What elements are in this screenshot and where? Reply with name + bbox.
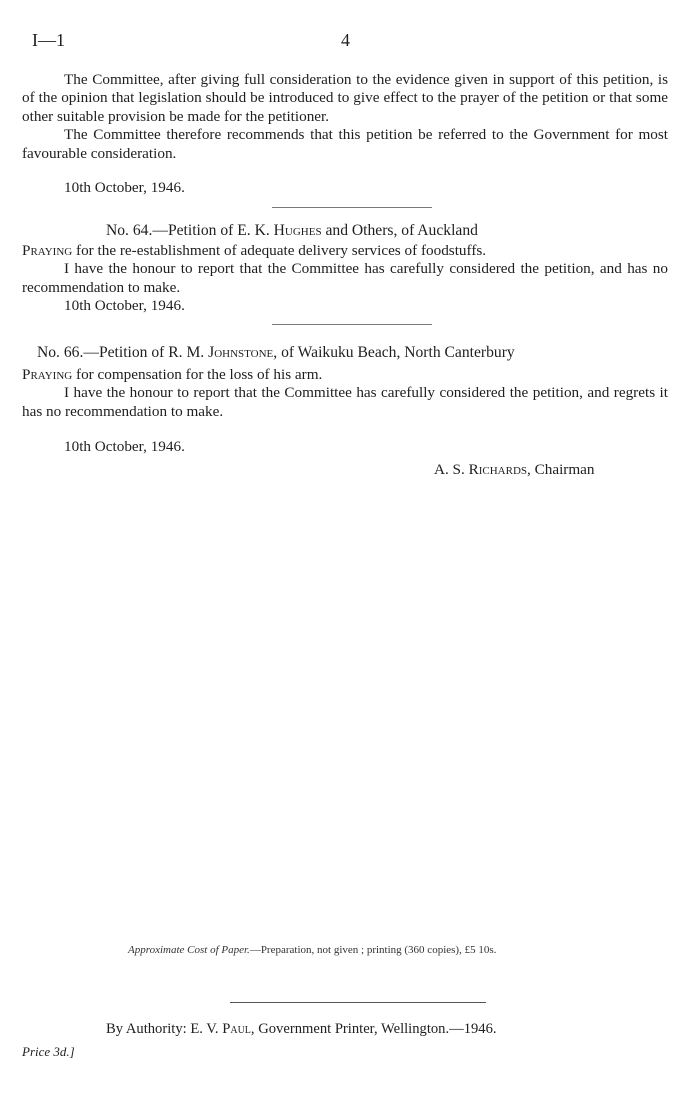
petition-64-heading-suffix: and Others, of Auckland bbox=[325, 222, 478, 239]
chairman-signature bbox=[434, 461, 595, 479]
petition-64-praying-text: for the re-establishment of adequate delivery services of foodstuffs. bbox=[76, 242, 487, 259]
petition-66-heading-suffix: , of Waikuku Beach, North Canterbury bbox=[273, 344, 515, 361]
petition-66-praying-label: Praying bbox=[22, 366, 73, 383]
authority-name: Paul bbox=[222, 1021, 251, 1037]
page-number: 4 bbox=[341, 30, 350, 50]
petition-66-petitioner-name: Johnstone bbox=[208, 344, 274, 361]
petition-66-heading bbox=[37, 344, 515, 362]
signature-initials: A. S. bbox=[434, 461, 465, 478]
committee-recommendation-paragraph: The Committee therefore recommends that this petition be referred to the Government for most favourable consideration. bbox=[22, 126, 668, 162]
petition-66-praying bbox=[22, 366, 668, 384]
printing-authority bbox=[106, 1021, 497, 1038]
petition-64-heading bbox=[106, 222, 478, 240]
signature-title: , Chairman bbox=[527, 461, 595, 478]
section-divider bbox=[272, 207, 432, 208]
petition-64-date: 10th October, 1946. bbox=[64, 297, 185, 314]
signature-name: Richards bbox=[468, 461, 528, 478]
previous-petition-section bbox=[22, 71, 668, 163]
petition-64-praying-label: Praying bbox=[22, 242, 73, 259]
petition-66-praying-text: for compensation for the loss of his arm. bbox=[76, 366, 323, 383]
petition-64-heading-prefix: No. 64.—Petition of E. K. bbox=[106, 222, 270, 239]
committee-opinion-paragraph: The Committee, after giving full consideration to the evidence given in support of this petition, is of the opinion that legislation should be introduced to give effect to the prayer of the petition or that some other suitable provision be made for the petitioner. bbox=[22, 71, 668, 125]
cost-label: Approximate Cost of Paper. bbox=[128, 944, 250, 956]
section-divider bbox=[272, 324, 432, 325]
footer-divider bbox=[230, 1002, 486, 1003]
petition-66-body bbox=[22, 366, 668, 421]
petition-66-heading-prefix: No. 66.—Petition of R. M. bbox=[37, 344, 205, 361]
cost-of-paper-note bbox=[128, 944, 496, 956]
document-reference: I—1 bbox=[32, 30, 65, 50]
petition-66-report: I have the honour to report that the Committee has carefully considered the petition, and regrets it has no recommendation to make. bbox=[22, 384, 668, 420]
petition-64-body bbox=[22, 242, 668, 297]
petition-64-praying bbox=[22, 242, 668, 260]
authority-prefix: By Authority: E. V. bbox=[106, 1021, 219, 1037]
petition-66-date: 10th October, 1946. bbox=[64, 438, 185, 455]
cost-text: —Preparation, not given ; printing (360 copies), £5 10s. bbox=[249, 944, 497, 956]
previous-petition-date: 10th October, 1946. bbox=[64, 179, 185, 196]
price-note: Price 3d.] bbox=[22, 1044, 75, 1059]
petition-64-report: I have the honour to report that the Committee has carefully considered the petition, and has no recommendation to make. bbox=[22, 260, 668, 296]
authority-suffix: , Government Printer, Wellington.—1946. bbox=[250, 1021, 497, 1037]
petition-64-petitioner-name: Hughes bbox=[273, 222, 322, 239]
